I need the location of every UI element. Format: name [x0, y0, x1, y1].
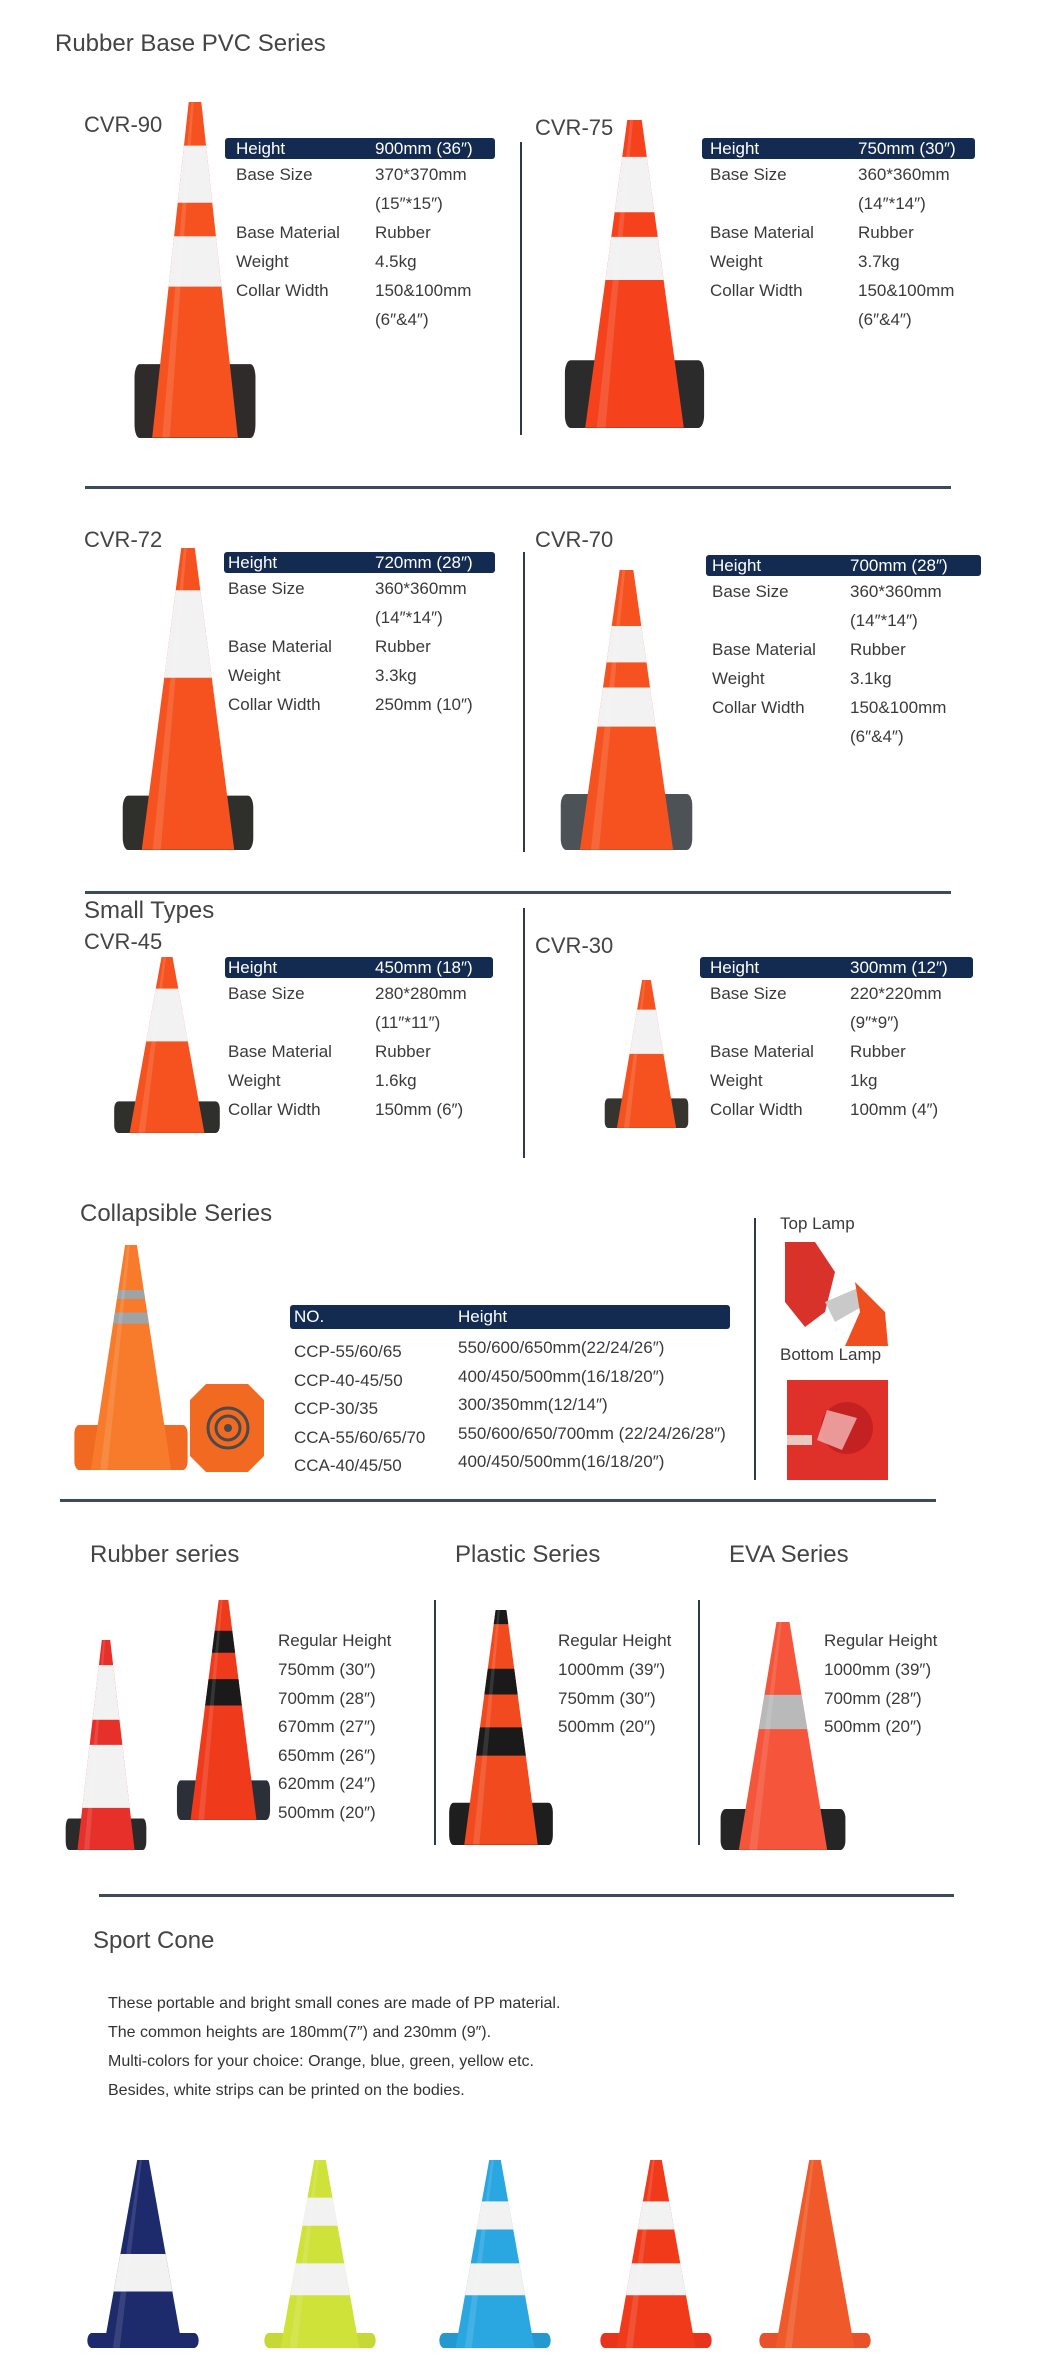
spec-value: 360*360mm — [375, 579, 467, 598]
spec-value: (6″&4″) — [850, 727, 904, 746]
regular-height-label: Regular Height — [558, 1631, 672, 1650]
cone-band — [146, 989, 188, 1042]
height-option: 620mm (24″) — [278, 1774, 376, 1793]
cone-image-cvr70 — [558, 570, 695, 850]
cone-band — [212, 1631, 235, 1653]
spec-value-height: 300mm (12″) — [850, 958, 948, 977]
model-label-cvr75: CVR-75 — [535, 115, 614, 140]
spec-label-height: Height — [228, 958, 278, 977]
bottom-lamp-image — [787, 1380, 888, 1480]
table-cell-height: 400/450/500mm(16/18/20″) — [458, 1366, 665, 1386]
section-title-sport-cone: Sport Cone — [93, 1927, 215, 1954]
spec-label: Collar Width — [236, 281, 329, 300]
spec-header-height — [700, 957, 973, 978]
spec-label: Base Size — [710, 984, 787, 1003]
regular-height-label: Regular Height — [278, 1631, 392, 1650]
height-option: 670mm (27″) — [278, 1717, 376, 1736]
spec-header-height — [702, 138, 975, 159]
column-header-no: NO. — [294, 1307, 325, 1326]
spec-value: Rubber — [375, 1042, 431, 1061]
spec-label: Base Material — [228, 1042, 332, 1061]
spec-value: 250mm (10″) — [375, 695, 473, 714]
divider — [754, 1218, 756, 1480]
spec-label: Base Size — [228, 984, 305, 1003]
cone-band — [178, 146, 213, 203]
spec-value: (15″*15″) — [375, 194, 443, 213]
spec-value-height: 750mm (30″) — [858, 139, 956, 158]
spec-value: Rubber — [850, 640, 906, 659]
model-label-cvr45: CVR-45 — [84, 929, 163, 954]
divider — [99, 1894, 954, 1897]
table-cell-no: CCA-40/45/50 — [294, 1456, 402, 1475]
spec-label: Base Size — [712, 582, 789, 601]
spec-label: Weight — [710, 1071, 763, 1090]
divider — [523, 908, 525, 1158]
section-title-collapsible: Collapsible Series — [80, 1200, 273, 1227]
divider — [85, 891, 951, 894]
section-title-rubber-base-pvc: Rubber Base PVC Series — [55, 30, 326, 57]
cone-image-cvr45 — [112, 957, 222, 1133]
spec-value: 3.7kg — [858, 252, 900, 271]
spec-value: 150&100mm — [850, 698, 947, 717]
cone-body — [776, 2160, 855, 2348]
spec-value: (14″*14″) — [850, 611, 918, 630]
cone-body — [91, 1245, 171, 1470]
spec-value: (11″*11″) — [375, 1013, 441, 1032]
rubber-cone-image-1 — [64, 1640, 148, 1850]
spec-label: Weight — [710, 252, 763, 271]
cone-image-cvr75 — [562, 120, 707, 428]
divider — [60, 1499, 936, 1502]
spec-value: Rubber — [375, 223, 431, 242]
spec-value: 1.6kg — [375, 1071, 417, 1090]
cone-body — [456, 2160, 535, 2348]
spec-value: (9″*9″) — [850, 1013, 899, 1032]
cone-body — [739, 1622, 827, 1850]
spec-label-height: Height — [710, 958, 760, 977]
spec-value: Rubber — [375, 637, 431, 656]
cone-body — [617, 2160, 696, 2348]
section-title-rubber-series: Rubber series — [90, 1541, 240, 1568]
cone-body — [464, 1610, 537, 1845]
sport-cone-yellow — [262, 2160, 378, 2348]
spec-header-height — [706, 555, 981, 576]
spec-value: 280*280mm — [375, 984, 467, 1003]
table-cell-height: 300/350mm(12/14″) — [458, 1395, 608, 1414]
sport-description-line: Besides, white strips can be printed on the bodies. — [108, 2082, 465, 2099]
sport-cone-red — [598, 2160, 714, 2348]
spec-label: Weight — [228, 1071, 281, 1090]
spec-value: 220*220mm — [850, 984, 942, 1003]
cone-band — [477, 2201, 513, 2229]
spec-value: Rubber — [850, 1042, 906, 1061]
divider — [434, 1600, 436, 1845]
spec-label: Base Size — [236, 165, 313, 184]
sport-description-line: These portable and bright small cones are made of PP material. — [108, 1995, 561, 2012]
cone-band — [630, 1010, 664, 1054]
cone-band — [93, 1665, 120, 1720]
spec-header-height — [225, 138, 495, 159]
spec-label-height: Height — [712, 556, 762, 575]
spec-value-height: 700mm (28″) — [850, 556, 948, 575]
cone-body — [130, 957, 205, 1133]
divider — [85, 486, 951, 489]
spec-label: Weight — [712, 669, 765, 688]
cone-image-cvr90 — [132, 102, 258, 438]
spec-label-height: Height — [710, 139, 760, 158]
spec-value: 360*360mm — [850, 582, 942, 601]
cone-band — [615, 157, 655, 212]
spec-header-height — [224, 552, 495, 573]
spec-value: Rubber — [858, 223, 914, 242]
spec-value: 100mm (4″) — [850, 1100, 939, 1119]
height-option: 500mm (20″) — [558, 1717, 656, 1736]
sport-description-line: Multi-colors for your choice: Orange, blue, green, yellow etc. — [108, 2053, 534, 2070]
spec-label: Collar Width — [228, 1100, 321, 1119]
spec-value: (6″&4″) — [375, 310, 429, 329]
table-cell-no: CCP-55/60/65 — [294, 1342, 402, 1361]
spec-value: (14″*14″) — [375, 608, 443, 627]
collapsible-cone-image — [72, 1245, 190, 1470]
section-title-small-types: Small Types — [84, 897, 215, 924]
spec-label: Base Size — [228, 579, 305, 598]
top-lamp-label: Top Lamp — [780, 1214, 855, 1233]
spec-value: 150&100mm — [858, 281, 955, 300]
spec-value: 150&100mm — [375, 281, 472, 300]
model-label-cvr70: CVR-70 — [535, 527, 614, 552]
section-title-plastic-series: Plastic Series — [455, 1541, 601, 1568]
table-cell-height: 550/600/650/700mm (22/24/26/28″) — [458, 1423, 726, 1443]
table-cell-no: CCP-30/35 — [294, 1399, 379, 1418]
spec-value-height: 720mm (28″) — [375, 553, 473, 572]
bottom-lamp-label: Bottom Lamp — [780, 1345, 882, 1364]
model-label-cvr90: CVR-90 — [84, 112, 163, 137]
table-cell-height: 550/600/650mm(22/24/26″) — [458, 1338, 665, 1357]
sport-cone-orange — [757, 2160, 873, 2348]
height-option: 650mm (26″) — [278, 1745, 376, 1765]
collapsible-table-header — [290, 1305, 730, 1329]
sport-cone-blue — [437, 2160, 553, 2348]
spec-value: (14″*14″) — [858, 194, 926, 213]
model-label-cvr72: CVR-72 — [84, 527, 163, 552]
spec-label: Collar Width — [710, 281, 803, 300]
section-title-eva-series: EVA Series — [729, 1541, 849, 1568]
regular-height-label: Regular Height — [824, 1631, 938, 1650]
plastic-cone-image — [447, 1610, 555, 1845]
height-option: 500mm (20″) — [278, 1802, 376, 1822]
top-lamp-image — [785, 1242, 888, 1346]
cone-image-cvr30 — [603, 980, 690, 1128]
table-cell-no: CCA-55/60/65/70 — [294, 1427, 426, 1447]
spec-value-height: 450mm (18″) — [375, 958, 473, 977]
collapsible-cone-folded-image — [188, 1382, 266, 1474]
sport-description-line: The common heights are 180mm(7″) and 230mm (9″). — [108, 2024, 492, 2041]
cone-band — [638, 2201, 674, 2229]
spec-label: Weight — [236, 252, 289, 271]
spec-label: Collar Width — [228, 695, 321, 714]
spec-label: Base Material — [710, 1042, 814, 1061]
cone-body — [281, 2160, 360, 2348]
table-cell-no: CCP-40-45/50 — [294, 1370, 403, 1390]
model-label-cvr30: CVR-30 — [535, 933, 614, 958]
cone-band — [164, 590, 212, 678]
spec-value-height: 900mm (36″) — [375, 139, 473, 158]
spec-value: 370*370mm — [375, 165, 467, 184]
column-header-height: Height — [458, 1307, 508, 1326]
cone-band — [494, 1610, 509, 1624]
height-option: 1000mm (39″) — [558, 1660, 666, 1679]
spec-label: Base Size — [710, 165, 787, 184]
spec-value: 1kg — [850, 1071, 878, 1090]
height-option: 750mm (30″) — [278, 1660, 376, 1679]
spec-label-height: Height — [236, 139, 286, 158]
spec-header-height — [225, 957, 493, 978]
spec-value: 360*360mm — [858, 165, 950, 184]
height-option: 700mm (28″) — [278, 1688, 376, 1708]
height-option: 700mm (28″) — [824, 1688, 922, 1708]
table-cell-height: 400/450/500mm(16/18/20″) — [458, 1452, 665, 1471]
cone-band — [607, 626, 647, 662]
height-option: 750mm (30″) — [558, 1688, 656, 1708]
spec-value: (6″&4″) — [858, 310, 912, 329]
divider — [523, 552, 525, 852]
spec-label: Base Material — [712, 640, 816, 659]
spec-label: Collar Width — [712, 698, 805, 717]
spec-label: Base Material — [228, 637, 332, 656]
spec-label: Base Material — [710, 223, 814, 242]
spec-label-height: Height — [228, 553, 278, 572]
spec-value: 3.1kg — [850, 669, 892, 688]
cone-band — [302, 2198, 337, 2226]
spec-value: 4.5kg — [375, 252, 417, 271]
divider — [520, 142, 522, 435]
spec-label: Base Material — [236, 223, 340, 242]
height-option: 1000mm (39″) — [824, 1660, 932, 1679]
rubber-cone-image-2 — [175, 1600, 272, 1820]
sport-cone-navy — [85, 2160, 201, 2348]
cone-image-cvr72 — [120, 548, 256, 850]
spec-value: 3.3kg — [375, 666, 417, 685]
spec-value: 150mm (6″) — [375, 1100, 464, 1119]
spec-label: Collar Width — [710, 1100, 803, 1119]
height-option: 500mm (20″) — [824, 1717, 922, 1736]
divider — [698, 1600, 700, 1845]
spec-label: Weight — [228, 666, 281, 685]
